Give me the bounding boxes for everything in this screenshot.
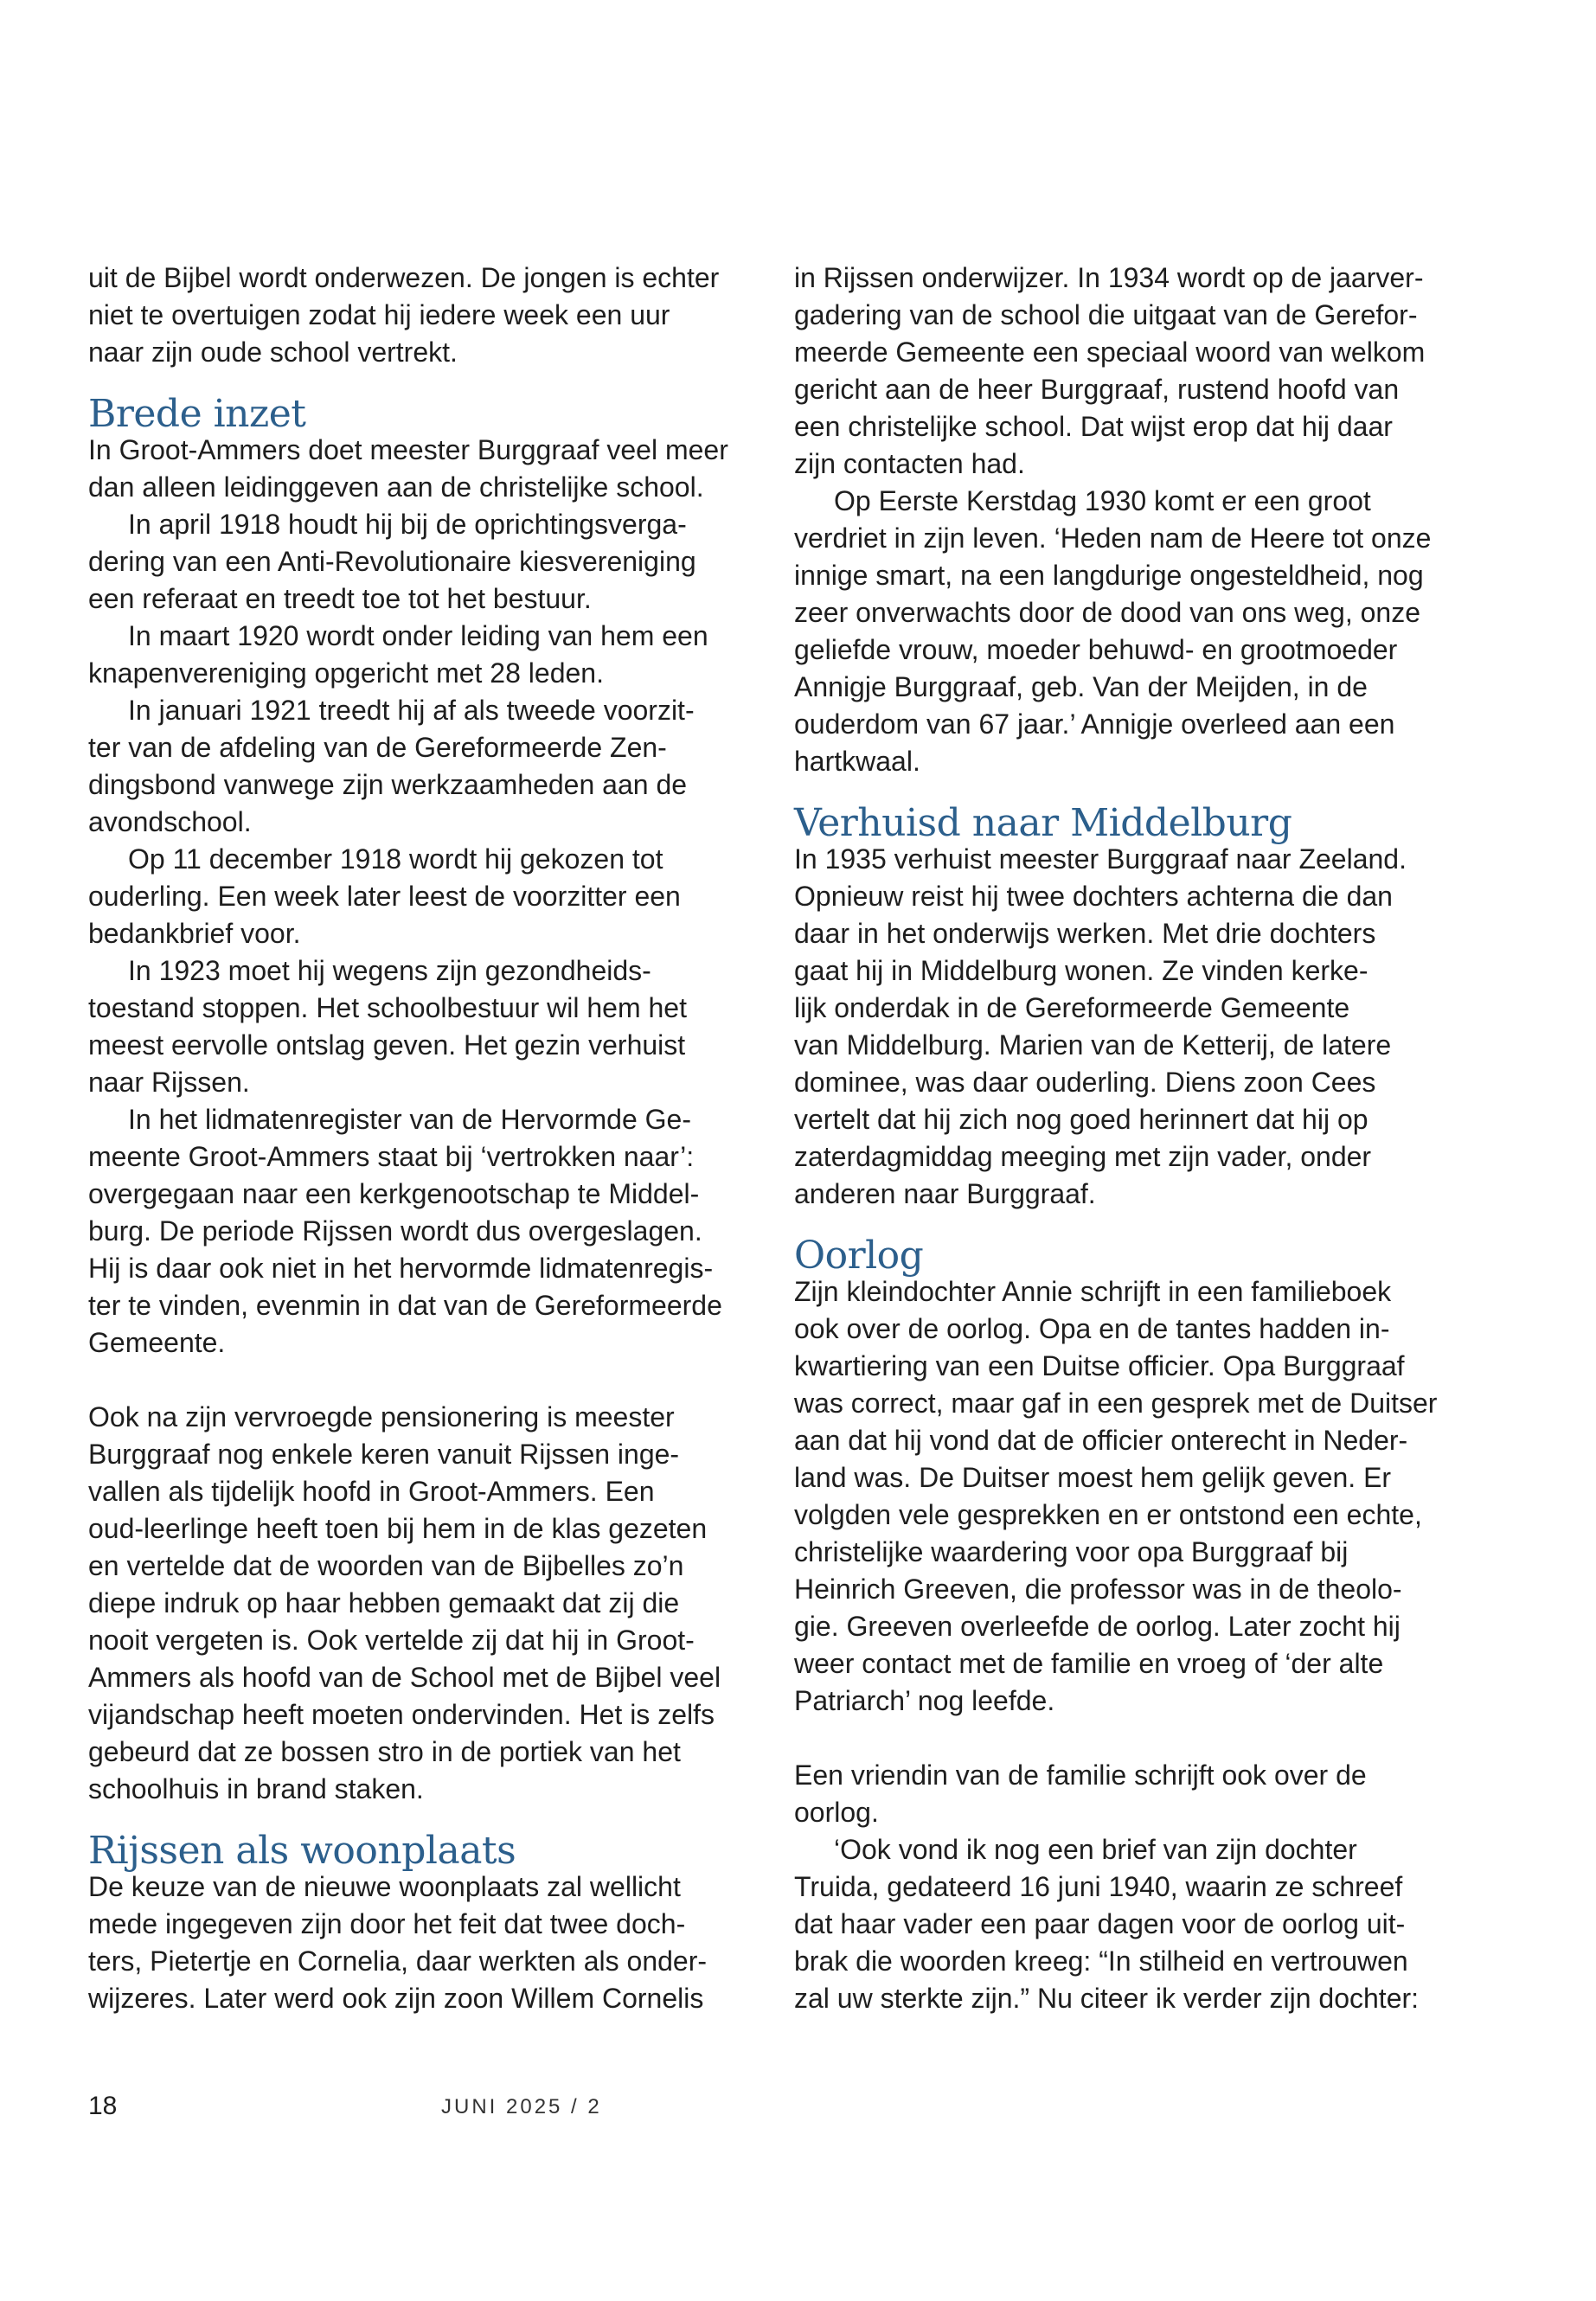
text-line: christelijke waardering voor opa Burggraaf bij <box>794 1536 1349 1567</box>
text-line: innige smart, na een langdurige ongesteldheid, nog <box>794 560 1424 591</box>
text-line: overgegaan naar een kerkgenootschap te Middel- <box>88 1178 700 1209</box>
text-line: avondschool. <box>88 806 252 837</box>
text-line: geliefde vrouw, moeder behuwd- en grootmoeder <box>794 634 1398 665</box>
text-line: Zijn kleindochter Annie schrijft in een familieboek <box>794 1276 1392 1307</box>
section-heading: Verhuisd naar Middelburg <box>794 801 1292 845</box>
text-line: was correct, maar gaf in een gesprek met de Duitser <box>794 1388 1438 1419</box>
text-line: meest eervolle ontslag geven. Het gezin verhuist <box>88 1029 686 1061</box>
text-line: zeer onverwachts door de dood van ons weg, onze <box>794 597 1421 628</box>
issue-label: JUNI 2025 / 2 <box>441 2095 602 2118</box>
text-line: knapenvereniging opgericht met 28 leden. <box>88 657 604 689</box>
text-line: anderen naar Burggraaf. <box>794 1178 1096 1209</box>
text-line: In april 1918 houdt hij bij de oprichtingsverga- <box>128 509 687 540</box>
text-line: vertelt dat hij zich nog goed herinnert dat hij op <box>794 1104 1368 1135</box>
text-line: in Rijssen onderwijzer. In 1934 wordt op de jaarver- <box>794 262 1424 293</box>
text-line: kwartiering van een Duitse officier. Opa Burggraaf <box>794 1350 1405 1381</box>
text-line: naar zijn oude school vertrekt. <box>88 336 458 368</box>
text-line: oud-leerlinge heeft toen bij hem in de klas gezeten <box>88 1513 708 1544</box>
text-line: vallen als tijdelijk hoofd in Groot-Ammers. Een <box>88 1476 655 1507</box>
text-line: Patriarch’ nog leefde. <box>794 1685 1055 1716</box>
text-line: bedankbrief voor. <box>88 918 301 949</box>
text-line: hartkwaal. <box>794 746 920 777</box>
text-line: ook over de oorlog. Opa en de tantes hadden in- <box>794 1313 1390 1344</box>
text-line: dat haar vader een paar dagen voor de oorlog uit- <box>794 1908 1406 1939</box>
text-line: mede ingegeven zijn door het feit dat twee doch- <box>88 1908 686 1939</box>
text-line: niet te overtuigen zodat hij iedere week een uur <box>88 299 670 330</box>
text-line: ter te vinden, evenmin in dat van de Gereformeerde <box>88 1290 722 1321</box>
text-line: gadering van de school die uitgaat van de Gerefor- <box>794 299 1418 330</box>
section-heading: Oorlog <box>794 1234 924 1278</box>
text-line: een christelijke school. Dat wijst erop dat hij daar <box>794 411 1393 442</box>
text-line: meente Groot-Ammers staat bij ‘vertrokken naar’: <box>88 1141 695 1172</box>
text-line: daar in het onderwijs werken. Met drie dochters <box>794 918 1376 949</box>
text-line: burg. De periode Rijssen wordt dus overgeslagen. <box>88 1215 702 1247</box>
text-line: In maart 1920 wordt onder leiding van hem een <box>128 620 708 651</box>
text-line: zijn contacten had. <box>794 448 1025 479</box>
text-line: vijandschap heeft moeten ondervinden. Het is zelfs <box>88 1699 715 1730</box>
text-line: In 1935 verhuist meester Burggraaf naar Zeeland. <box>794 843 1407 875</box>
text-line: nooit vergeten is. Ook vertelde zij dat hij in Groot- <box>88 1625 695 1656</box>
text-line: dering van een Anti-Revolutionaire kiesvereniging <box>88 546 696 577</box>
text-line: naar Rijssen. <box>88 1067 250 1098</box>
text-line: wijzeres. Later werd ook zijn zoon Willem Cornelis <box>88 1983 704 2014</box>
text-line: land was. De Duitser moest hem gelijk geven. Er <box>794 1462 1392 1493</box>
text-line: dingsbond vanwege zijn werkzaamheden aan de <box>88 769 688 800</box>
text-line: ‘Ook vond ik nog een brief van zijn dochter <box>834 1834 1357 1865</box>
text-line: ouderling. Een week later leest de voorzitter een <box>88 881 681 912</box>
text-line: verdriet in zijn leven. ‘Heden nam de Heere tot onze <box>794 522 1432 554</box>
text-line: brak die woorden kreeg: “In stilheid en vertrouwen <box>794 1945 1408 1977</box>
text-line: aan dat hij vond dat de officier onterecht in Neder- <box>794 1425 1408 1456</box>
text-line: Burggraaf nog enkele keren vanuit Rijssen inge- <box>88 1439 680 1470</box>
text-line: De keuze van de nieuwe woonplaats zal wellicht <box>88 1871 681 1902</box>
text-line: ouderdom van 67 jaar.’ Annigje overleed aan een <box>794 708 1395 740</box>
text-line: gie. Greeven overleefde de oorlog. Later zocht hij <box>794 1611 1401 1642</box>
text-line: Een vriendin van de familie schrijft ook over de <box>794 1759 1367 1791</box>
text-line: In Groot-Ammers doet meester Burggraaf veel meer <box>88 434 728 465</box>
text-line: volgden vele gesprekken en er ontstond een echte, <box>794 1499 1422 1530</box>
text-line: uit de Bijbel wordt onderwezen. De jongen is echter <box>88 262 720 293</box>
text-line: In het lidmatenregister van de Hervormde Ge- <box>128 1104 691 1135</box>
text-line: zal uw sterkte zijn.” Nu citeer ik verder zijn dochter: <box>794 1983 1420 2014</box>
text-line: van Middelburg. Marien van de Ketterij, de latere <box>794 1029 1392 1061</box>
text-line: en vertelde dat de woorden van de Bijbelles zo’n <box>88 1550 684 1581</box>
text-line: Truida, gedateerd 16 juni 1940, waarin ze schreef <box>794 1871 1403 1902</box>
text-line: schoolhuis in brand staken. <box>88 1773 424 1804</box>
left-column <box>88 260 763 2017</box>
text-line: gaat hij in Middelburg wonen. Ze vinden kerke- <box>794 955 1368 986</box>
text-line: meerde Gemeente een speciaal woord van welkom <box>794 336 1426 368</box>
text-line: Opnieuw reist hij twee dochters achterna die dan <box>794 881 1393 912</box>
text-line: ters, Pietertje en Cornelia, daar werkten als onder- <box>88 1945 708 1977</box>
text-line: Op Eerste Kerstdag 1930 komt er een groot <box>834 485 1371 516</box>
text-line: Gemeente. <box>88 1327 226 1358</box>
right-column <box>794 260 1469 2017</box>
text-line: toestand stoppen. Het schoolbestuur wil hem het <box>88 992 687 1023</box>
text-line: Ook na zijn vervroegde pensionering is meester <box>88 1401 675 1433</box>
text-line: ter van de afdeling van de Gereformeerde Zen- <box>88 732 667 763</box>
text-line: dan alleen leidinggeven aan de christelijke school. <box>88 471 704 503</box>
page-number: 18 <box>88 2092 118 2120</box>
text-line: een referaat en treedt toe tot het bestuur. <box>88 583 592 614</box>
text-line: Heinrich Greeven, die professor was in de theolo- <box>794 1574 1402 1605</box>
text-line: Hij is daar ook niet in het hervormde lidmatenregis- <box>88 1253 714 1284</box>
text-line: diepe indruk op haar hebben gemaakt dat zij die <box>88 1587 680 1618</box>
text-line: Op 11 december 1918 wordt hij gekozen tot <box>128 843 663 875</box>
section-heading: Rijssen als woonplaats <box>88 1829 516 1873</box>
text-line: Ammers als hoofd van de School met de Bijbel veel <box>88 1662 721 1693</box>
text-line: dominee, was daar ouderling. Diens zoon Cees <box>794 1067 1376 1098</box>
text-line: gericht aan de heer Burggraaf, rustend hoofd van <box>794 374 1400 405</box>
text-line: gebeurd dat ze bossen stro in de portiek van het <box>88 1736 681 1767</box>
paragraph-gap <box>794 1720 1469 1757</box>
text-line: lijk onderdak in de Gereformeerde Gemeente <box>794 992 1350 1023</box>
text-line: In januari 1921 treedt hij af als tweede voorzit- <box>128 695 695 726</box>
text-line: In 1923 moet hij wegens zijn gezondheids- <box>128 955 651 986</box>
text-line: weer contact met de familie en vroeg of ‘der alte <box>794 1648 1384 1679</box>
paragraph-gap <box>88 1362 763 1399</box>
text-line: Annigje Burggraaf, geb. Van der Meijden, in de <box>794 671 1368 702</box>
text-line: zaterdagmiddag meeging met zijn vader, onder <box>794 1141 1372 1172</box>
text-line: oorlog. <box>794 1797 879 1828</box>
section-heading: Brede inzet <box>88 392 306 436</box>
